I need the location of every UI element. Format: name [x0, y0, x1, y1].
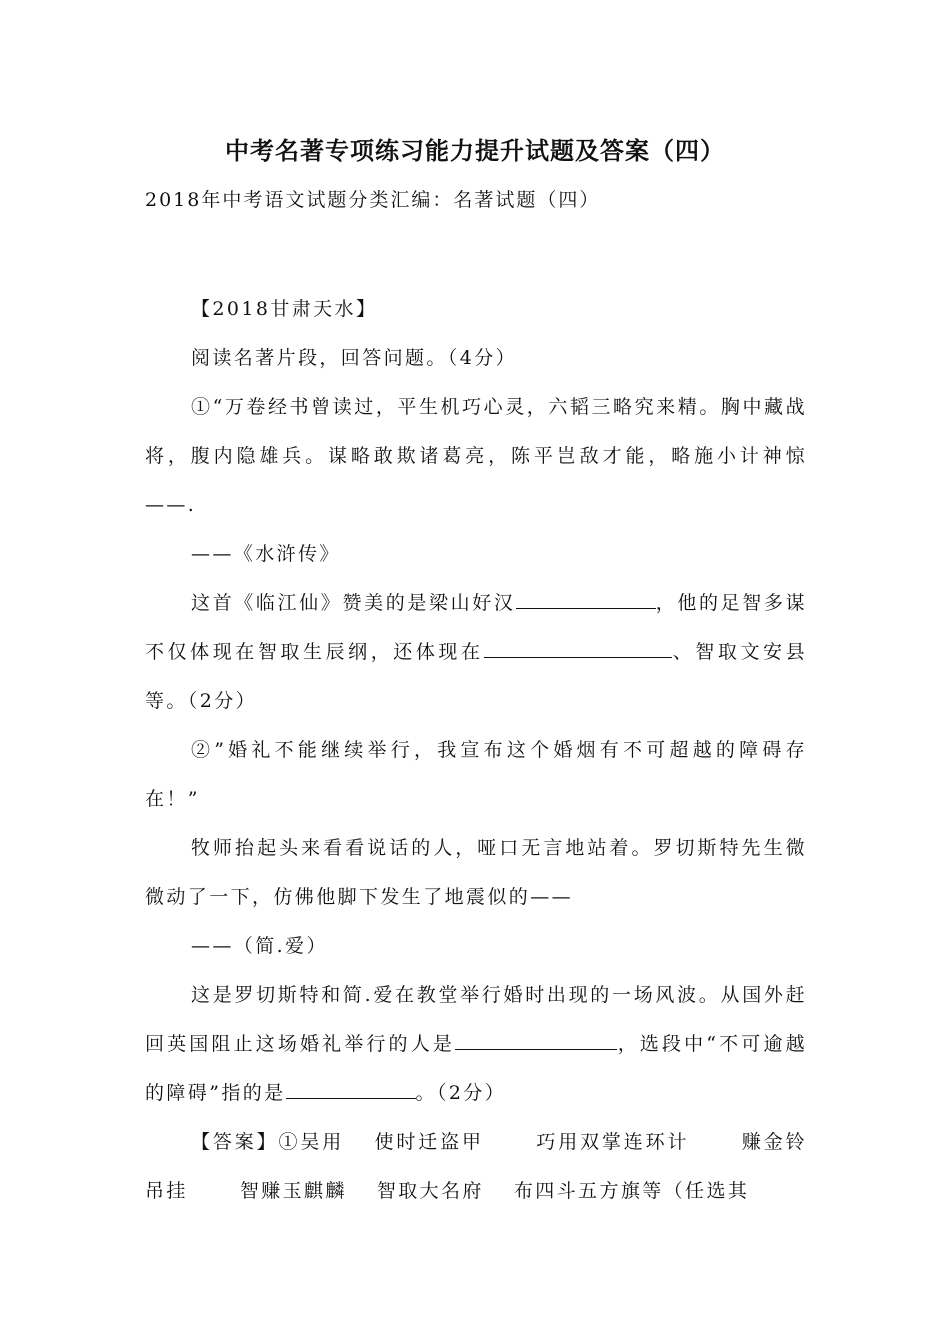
source-tag: 【2018甘肃天水】 — [191, 298, 378, 320]
question-2 — [145, 971, 807, 1118]
answer-item: 赚金铃吊挂 — [145, 1131, 808, 1202]
answer-item: 布四斗五方旗等（任选其 — [513, 1180, 750, 1202]
novel-quote: ②”婚礼不能继续举行，我宣布这个婚烟有不可超越的障碍存在！” — [145, 739, 807, 810]
answer-item: 智取大名府 — [376, 1180, 484, 1202]
question-2-text-b: ，选段中“不可逾越的障碍”指的是 — [145, 1033, 807, 1104]
question-1-text-b: ，他的足智多谋不仅体现在智取生辰纲，还体现在 — [145, 592, 807, 663]
poem-excerpt: ①“万卷经书曾读过，平生机巧心灵，六韬三略究来精。胸中藏战将，腹内隐雄兵。谋略敢欺诸葛亮，陈平岂敌才能，略施小计神惊——. — [145, 396, 807, 516]
poem-source: ——《水浒传》 — [191, 543, 341, 565]
answer-label: 【答案】 — [191, 1131, 279, 1153]
answer-item: 智赚玉麒麟 — [239, 1180, 347, 1202]
novel-narration: 牧师抬起头来看看说话的人，哑口无言地站着。罗切斯特先生微微动了一下，仿佛他脚下发生了地震似的—— — [145, 837, 807, 908]
question-1-text-a: 这首《临江仙》赞美的是梁山好汉 — [191, 592, 516, 614]
answer-blank-2[interactable] — [484, 635, 672, 658]
page-subtitle: 2018年中考语文试题分类汇编：名著试题（四） — [145, 189, 601, 211]
answer-item: 巧用双掌连环计 — [535, 1131, 690, 1153]
question-1 — [145, 579, 807, 726]
question-2-text-a: 这是罗切斯特和简.爱在教堂举行婚时出现的一场风波。从国外赶回英国阻止这场婚礼举行的人是 — [145, 984, 807, 1055]
document-body — [145, 285, 807, 1216]
question-2-text-c: 。（2分） — [415, 1082, 507, 1104]
answer-item: 使时迁盗甲 — [374, 1131, 484, 1153]
novel-source: ——（简.爱） — [191, 935, 328, 957]
question-1-text-c: 、智取文安县等。（2分） — [145, 641, 807, 712]
page-title: 中考名著专项练习能力提升试题及答案（四） — [225, 137, 725, 165]
answer-blank-1[interactable] — [516, 586, 656, 609]
answer-blank-3[interactable] — [455, 1027, 617, 1050]
answer-paragraph — [145, 1118, 807, 1216]
instruction: 阅读名著片段，回答问题。（4分） — [191, 347, 517, 369]
answer-item: ①吴用 — [278, 1131, 345, 1153]
answer-blank-4[interactable] — [286, 1076, 416, 1099]
